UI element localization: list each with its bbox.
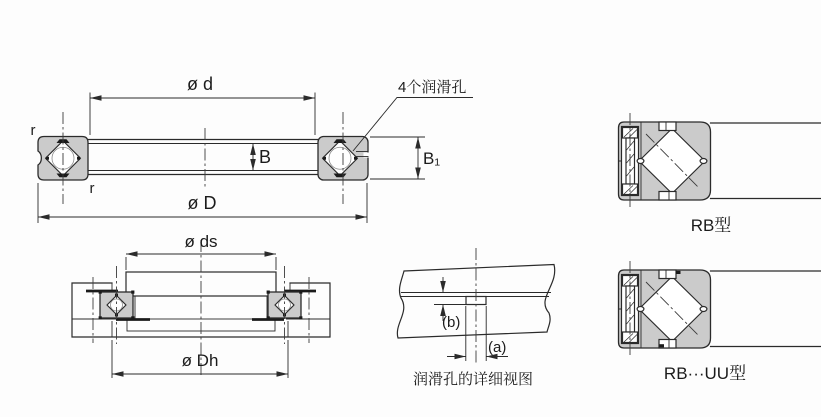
dim-dh-label: ø Dh: [181, 351, 219, 370]
ring-outline: [88, 140, 318, 175]
rb-type-drawing: [619, 113, 821, 209]
seal-mark: [676, 271, 681, 274]
dim-b-label: B: [259, 147, 272, 167]
rb-uu-type-label: RB···UU型: [663, 364, 747, 383]
dim-width-b: [253, 144, 271, 171]
chamfer-r-top-label: r: [30, 122, 36, 139]
dim-bore-label: ø d: [186, 74, 214, 94]
mounting-view: [72, 232, 330, 378]
lube-hole-detail-view: [397, 248, 554, 388]
left-ring-section: [38, 112, 88, 204]
dim-outer-diameter: [38, 183, 367, 223]
lube-detail-caption: 润滑孔的详细视图: [412, 371, 534, 388]
dim-outer-label: ø D: [187, 193, 217, 213]
dim-ds-label: ø ds: [184, 232, 218, 251]
dim-b1-label: B₁: [423, 149, 441, 168]
rb-uu-type-view: [619, 261, 821, 383]
dim-bore-diameter: [90, 74, 315, 135]
rb-uu-type-drawing: [619, 261, 821, 357]
lube-holes-note: 4个润滑孔: [398, 79, 467, 96]
lube-holes-callout: [353, 78, 473, 151]
dim-housing-bore: [112, 340, 288, 378]
rb-type-view: [619, 113, 821, 235]
dim-width-b1: [370, 137, 440, 179]
chamfer-r-bottom-label: r: [89, 180, 95, 197]
leader-line: [353, 98, 473, 152]
seal-mark: [660, 344, 665, 347]
dim-b-detail: [442, 277, 460, 331]
main-section-view: [31, 74, 474, 223]
right-ring-section: [318, 112, 369, 204]
dim-a-detail-label: (a): [488, 339, 507, 356]
rb-type-label: RB型: [690, 216, 732, 235]
dim-b-detail-label: (b): [442, 314, 461, 331]
